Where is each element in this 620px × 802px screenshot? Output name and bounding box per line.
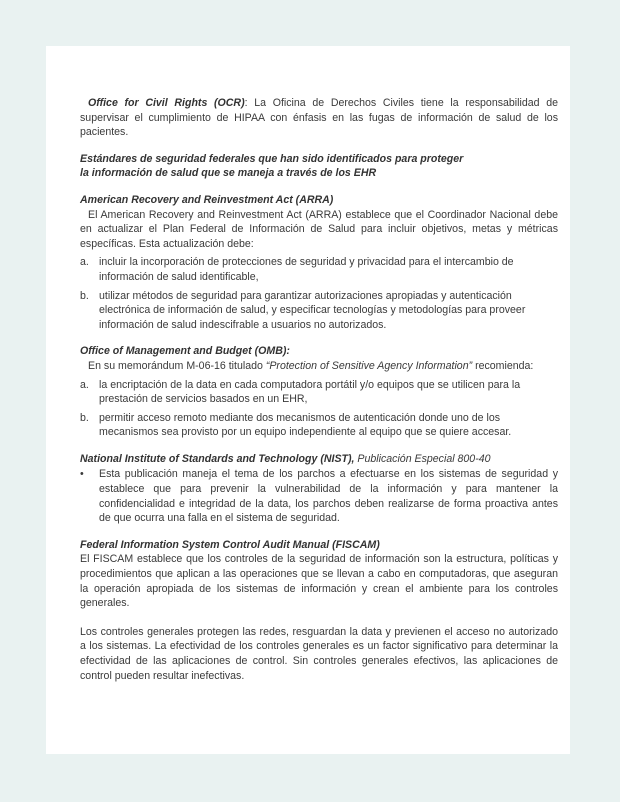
omb-intro-title: “Protection of Sensitive Agency Information” xyxy=(265,359,473,372)
fiscam-body-1: El FISCAM establece que los controles de la seguridad de información son la estructura, políticas y procedimientos que aplican a las operaciones que se llevan a cabo en computadoras, que aseguran la operación apropiada de los sistemas de información y crean el ambiente para los controles generales. xyxy=(80,553,558,610)
omb-heading: Office of Management and Budget (OMB): xyxy=(80,345,290,358)
list-item xyxy=(80,411,558,440)
arra-section xyxy=(80,193,558,332)
standards-heading xyxy=(80,152,558,181)
fiscam-section xyxy=(80,538,558,683)
arra-list xyxy=(80,255,558,332)
list-item xyxy=(80,467,558,525)
arra-heading: American Recovery and Reinvestment Act (ARRA) xyxy=(80,193,334,206)
omb-intro xyxy=(80,359,558,374)
nist-subheading: Publicación Especial 800-40 xyxy=(354,452,491,465)
standards-heading-line1: Estándares de seguridad federales que han sido identificados para proteger xyxy=(80,152,464,165)
nist-heading: National Institute of Standards and Technology (NIST), xyxy=(80,452,355,465)
list-marker: a. xyxy=(80,378,89,391)
fiscam-heading: Federal Information System Control Audit Manual (FISCAM) xyxy=(80,538,380,551)
omb-section xyxy=(80,344,558,440)
list-item-text: incluir la incorporación de protecciones de seguridad y privacidad para el intercambio de información de salud identificable, xyxy=(99,256,514,283)
ocr-text: : La Oficina de Derechos Civiles tiene la responsabilidad de supervisar el cumplimiento de HIPAA con énfasis en las fugas de información de salud de los pacientes. xyxy=(80,97,559,139)
list-item xyxy=(80,289,558,333)
omb-intro-post: recomienda: xyxy=(472,359,534,372)
ocr-lead: Office for Civil Rights (OCR) xyxy=(88,97,245,109)
list-item-text: la encriptación de la data en cada computadora portátil y/o equipos que se utilicen para la prestación de servicios basados en un EHR, xyxy=(99,378,521,406)
omb-intro-pre: En su memorándum M-06-16 titulado xyxy=(88,359,266,372)
list-item-text: permitir acceso remoto mediante dos mecanismos de autenticación donde uno de los mecanismos sea provisto por un equipo independiente al equipo que se quiere accesar. xyxy=(99,411,512,439)
document-page xyxy=(46,46,570,754)
bullet-icon: • xyxy=(80,468,84,481)
list-marker: b. xyxy=(80,411,89,424)
list-marker: b. xyxy=(80,289,89,302)
nist-section xyxy=(80,452,558,526)
ocr-paragraph xyxy=(80,96,558,140)
standards-heading-line2: la información de salud que se maneja a través de los EHR xyxy=(80,167,377,180)
fiscam-body-2: Los controles generales protegen las redes, resguardan la data y previenen el acceso no autorizado a los sistemas. La efectividad de los controles generales es un factor significativo para determinar la efectividad de las aplicaciones de control. Sin controles generales efectivos, las aplicaciones de control pueden resultar inefectivas. xyxy=(80,625,558,682)
list-item-text: Esta publicación maneja el tema de los parchos a efectuarse en los sistemas de seguridad y establece que para prevenir la vulnerabilidad de la información y para mantener la confidencialidad e integridad de la data, los parchos deben realizarse de forma proactiva antes de que ocurra una falla en el sistema de seguridad. xyxy=(99,468,558,525)
nist-heading-line xyxy=(80,452,558,467)
omb-list xyxy=(80,378,558,440)
list-item xyxy=(80,255,558,284)
list-marker: a. xyxy=(80,256,89,269)
list-item xyxy=(80,378,558,407)
nist-list xyxy=(80,467,558,525)
arra-body: El American Recovery and Reinvestment Act (ARRA) establece que el Coordinador Nacional debe en actualizar el Plan Federal de Información de Salud para incluir objetivos, metas y métricas específicas. Esta actualización debe: xyxy=(80,208,558,250)
list-item-text: utilizar métodos de seguridad para garantizar autorizaciones apropiadas y autenticación electrónica de información de salud, y especificar tecnologías y metodologías para proveer información de salud indescifrable a usuarios no autorizados. xyxy=(99,289,526,331)
